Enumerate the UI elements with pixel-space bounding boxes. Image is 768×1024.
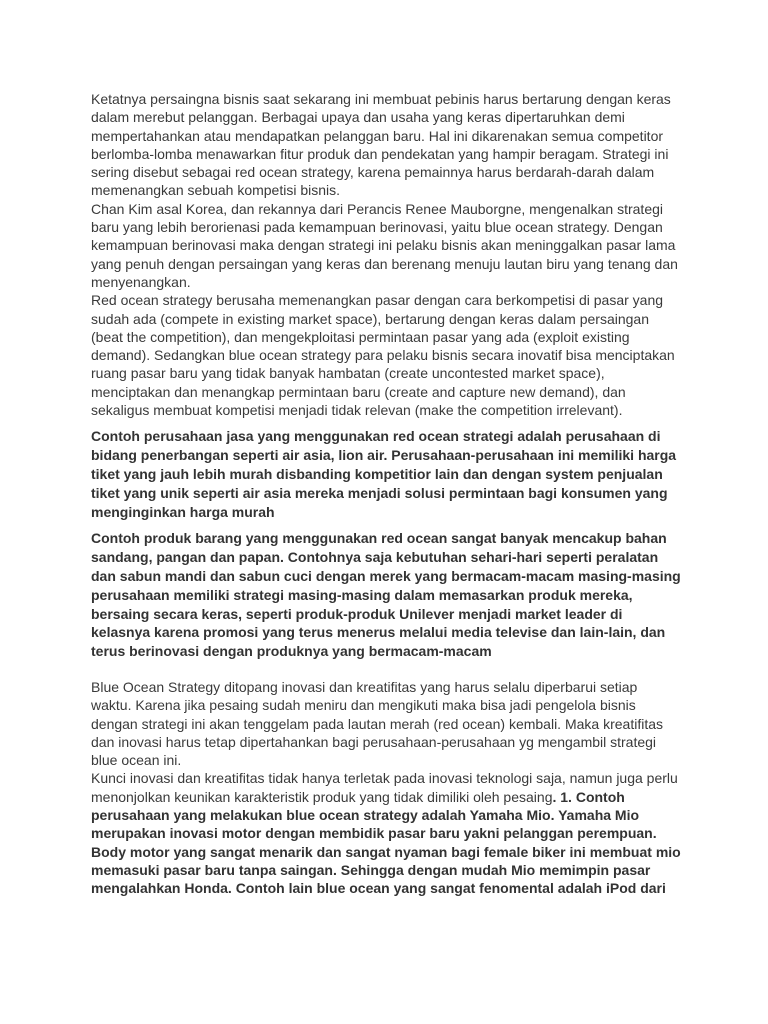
paragraph-intro: Ketatnya persaingna bisnis saat sekarang ini membuat pebinis harus bertarung dengan keras dalam merebut pelanggan. Berbagai upaya dan usaha yang keras dipertaruhkan demi mempertahankan atau mendapatkan pelanggan baru. Hal ini dikarenakan semua competitor berlomba-lomba menawarkan fitur produk dan pendekatan yang hampir beragam. Strategi ini sering disebut sebagai red ocean strategy, karena pemainnya harus berdarah-darah dalam memenangkan sebuah kompetisi bisnis.	[91, 91, 671, 199]
key-innovation-text: Kunci inovasi dan kreatifitas tidak hanya terletak pada inovasi teknologi saja, namun juga perlu menonjolkan keunikan karakteristik produk yang tidak dimiliki oleh pesaing	[91, 770, 678, 805]
paragraph-chan-kim: Chan Kim asal Korea, dan rekannya dari Perancis Renee Mauborgne, mengenalkan strategi baru yang lebih berorienasi pada kemampuan berinovasi, yaitu blue ocean strategy. Dengan kemampuan berinovasi maka dengan strategi ini pelaku bisnis akan meninggalkan pasar lama yang penuh dengan persaingan yang keras dan berenang menuju lautan biru yang tenang dan menyenangkan.	[91, 200, 678, 290]
paragraph-product-example: Contoh produk barang yang menggunakan red ocean sangat banyak mencakup bahan sandang, pangan dan papan. Contohnya saja kebutuhan sehari-hari seperti peralatan dan sabun mandi dan sabun cuci dengan merek yang bermacam-macam masing-masing perusahaan memiliki strategi masing-masing dalam memasarkan produk mereka, bersaing secara keras, seperti produk-produk Unilever menjadi market leader di kelasnya karena promosi yang terus menerus melalui media televise dan lain-lain, dan terus berinovasi dengan produknya yang bermacam-macam	[91, 530, 681, 660]
paragraph-key-innovation	[91, 769, 681, 897]
paragraph-red-vs-blue: Red ocean strategy berusaha memenangkan pasar dengan cara berkompetisi di pasar yang sudah ada (compete in existing market space), bertarung dengan keras dalam persaingan (beat the competition), dan mengekploitasi permintaan pasar yang ada (exploit existing demand). Sedangkan blue ocean strategy para pelaku bisnis secara inovatif bisa menciptakan ruang pasar baru yang tidak banyak hambatan (create uncontested market space), menciptakan dan menangkap permintaan baru (create and capture new demand), dan sekaligus membuat kompetisi menjadi tidak relevan (make the competition irrelevant).	[91, 292, 675, 419]
yamaha-mio-example-text: . 1. Contoh perusahaan yang melakukan blue ocean strategy adalah Yamaha Mio. Yamaha Mio merupakan inovasi motor dengan membidik pasar baru yakni pelanggan perempuan. Body motor yang sangat menarik dan sangat nyaman bagi female biker ini membuat mio memasuki pasar baru tanpa saingan. Sehingga dengan mudah Mio memimpin pasar mengalahkan Honda. Contoh lain blue ocean yang sangat fenomental adalah iPod dari	[91, 788, 681, 897]
paragraph-blue-ocean-innovation: Blue Ocean Strategy ditopang inovasi dan kreatifitas yang harus selalu diperbarui setiap waktu. Karena jika pesaing sudah meniru dan mengikuti maka bisa jadi pengelola bisnis dengan strategi ini akan tenggelam pada lautan merah (red ocean) kembali. Maka kreatifitas dan inovasi harus tetap dipertahankan bagi perusahaan-perusahaan yg mengambil strategi blue ocean ini.	[91, 678, 663, 769]
paragraph-service-example: Contoh perusahaan jasa yang menggunakan red ocean strategi adalah perusahaan di bidang penerbangan seperti air asia, lion air. Perusahaan-perusahaan ini memiliki harga tiket yang jauh lebih murah disbanding kompetitior lain dan dengan system penjualan tiket yang unik seperti air asia mereka menjadi solusi permintaan bagi konsumen yang menginginkan harga murah	[91, 428, 677, 520]
document-page	[91, 90, 681, 897]
